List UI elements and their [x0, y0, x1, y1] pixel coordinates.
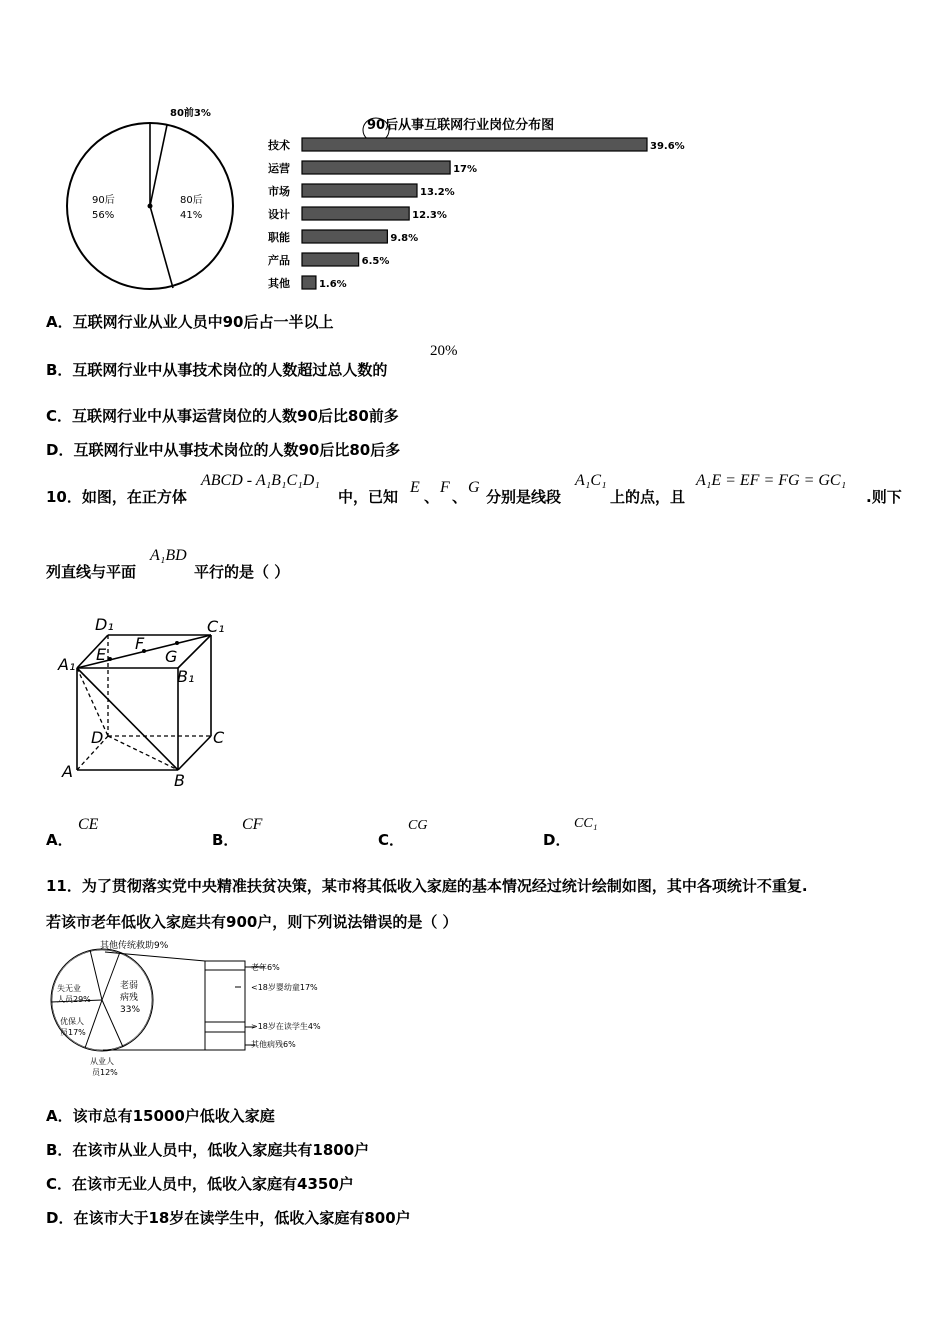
pie-label-top: 其他传统救助9% — [100, 941, 169, 951]
bar-category-label: 其他 — [268, 277, 290, 290]
q10-line2-b: 平行的是（ ） — [194, 563, 290, 581]
bar-value-label: 13.2% — [420, 187, 455, 198]
q10-option-a-math: CE — [78, 816, 99, 833]
bar-value-label: 12.3% — [412, 210, 447, 221]
q10-option-c-math: CG — [408, 818, 428, 833]
bar-value-label: 6.5% — [361, 256, 390, 267]
bar-value-label: 39.6% — [650, 141, 685, 152]
bar-category-label: 职能 — [268, 231, 290, 244]
pie-label-insured-2: 员17% — [60, 1028, 86, 1037]
q10-point-f: F — [440, 479, 450, 496]
bar-chart-title: 90后从事互联网行业岗位分布图 — [367, 118, 555, 133]
breakdown-child: <18岁婴幼童17% — [251, 983, 318, 992]
label-a1: A₁ — [58, 655, 76, 674]
pie-label-90-name: 90后 — [92, 195, 115, 206]
q9-option-a: A．互联网行业从业人员中90后占一半以上 — [46, 313, 334, 331]
q11-option-d: D．在该市大于18岁在读学生中，低收入家庭有800户 — [46, 1209, 411, 1227]
q10-option-a: A． — [46, 831, 73, 849]
q10-option-c: C． — [378, 831, 405, 849]
pie-divider-2 — [150, 125, 167, 206]
label-a: A — [62, 762, 73, 781]
q11-option-a: A．该市总有15000户低收入家庭 — [46, 1107, 275, 1125]
pie-label-80before: 80前3% — [170, 108, 211, 119]
q11-option-b: B．在该市从业人员中，低收入家庭共有1800户 — [46, 1141, 370, 1159]
low-income-pie-chart — [45, 940, 345, 1088]
q10-point-g: G — [468, 479, 480, 496]
q10-option-d-math: CC₁ — [574, 816, 598, 831]
cube-figure — [55, 610, 245, 792]
breakdown-other: 其他病残6% — [251, 1040, 296, 1049]
pie-center — [148, 204, 153, 209]
breakdown-old: 老年6% — [251, 963, 280, 972]
pie-label-unemployed-2: 人员29% — [57, 995, 91, 1004]
bar-value-label: 9.8% — [390, 233, 419, 244]
q10-text-1: 中，已知 — [338, 488, 399, 506]
pie-label-employed-1: 从业人 — [90, 1057, 114, 1066]
bar-category-label: 产品 — [268, 254, 290, 267]
label-d: D — [91, 728, 104, 747]
label-f: F — [135, 634, 145, 653]
bar — [302, 207, 409, 220]
q10-line2-a: 列直线与平面 — [46, 563, 137, 581]
label-b: B — [174, 771, 185, 790]
pie-label-elderly-3: 33% — [120, 1005, 141, 1015]
q10-number: 10．如图，在正方体 — [46, 488, 187, 506]
q10-text-3: 上的点，且 — [610, 488, 686, 506]
bar — [302, 138, 647, 151]
q10-option-b: B． — [212, 831, 239, 849]
q10-cube-name: ABCD - A₁B₁C₁D₁ — [201, 472, 320, 489]
pie-label-unemployed-1: 失无业 — [57, 984, 81, 993]
q11-line-2: 若该市老年低收入家庭共有900户，则下列说法错误的是（ ） — [46, 913, 458, 931]
q10-option-d: D． — [543, 831, 571, 849]
label-d1: D₁ — [95, 615, 114, 634]
job-distribution-bar-chart — [262, 112, 702, 297]
label-g: G — [165, 647, 178, 666]
bar — [302, 253, 359, 266]
pie-label-employed-2: 员12% — [92, 1068, 118, 1077]
bar-category-label: 技术 — [268, 139, 290, 152]
bar-category-label: 市场 — [268, 185, 290, 198]
q10-sep-2: 、 — [452, 488, 468, 506]
pie-label-elderly-2: 病残 — [120, 993, 139, 1003]
bar-value-label: 17% — [453, 164, 478, 175]
bar — [302, 161, 450, 174]
q10-plane: A₁BD — [150, 547, 187, 564]
pie-label-90-pct: 56% — [92, 210, 115, 221]
label-b1: B₁ — [177, 667, 195, 686]
q11-line-1: 11．为了贯彻落实党中央精准扶贫决策，某市将其低收入家庭的基本情况经过统计绘制如图，其中各项统计不重复. — [46, 877, 808, 895]
q9-option-c: C．互联网行业中从事运营岗位的人数90后比80前多 — [46, 407, 399, 425]
bar-value-label: 1.6% — [318, 279, 347, 290]
breakdown-student: >18岁在读学生4% — [251, 1022, 321, 1031]
label-e: E — [96, 645, 107, 664]
q10-segment: A₁C₁ — [575, 472, 607, 489]
bar-category-label: 设计 — [268, 208, 290, 221]
pie-label-80-name: 80后 — [180, 195, 203, 206]
pie-label-80-pct: 41% — [180, 210, 203, 221]
pie-divider-3 — [150, 206, 173, 288]
q10-equation: A₁E = EF = FG = GC₁ — [696, 472, 847, 489]
q10-point-e: E — [410, 479, 420, 496]
label-c: C — [213, 728, 225, 747]
pie-label-insured-1: 优保人 — [60, 1017, 84, 1026]
q10-sep-1: 、 — [424, 488, 440, 506]
q11-option-c: C．在该市无业人员中，低收入家庭有4350户 — [46, 1175, 354, 1193]
q10-text-2: 分别是线段 — [486, 488, 562, 506]
q10-text-4: .则下 — [866, 488, 902, 506]
pie-label-elderly-1: 老弱 — [120, 981, 139, 991]
bar — [302, 230, 387, 243]
bar — [302, 276, 316, 289]
q9-option-b: B．互联网行业中从事技术岗位的人数超过总人数的 — [46, 361, 388, 379]
bar — [302, 184, 417, 197]
bar-category-label: 运营 — [268, 162, 290, 175]
q9-option-d: D．互联网行业中从事技术岗位的人数90后比80后多 — [46, 441, 401, 459]
employment-age-pie-chart — [60, 104, 240, 304]
q10-option-b-math: CF — [242, 816, 263, 833]
label-c1: C₁ — [207, 617, 225, 636]
q9-option-b-math: 20% — [430, 343, 458, 359]
